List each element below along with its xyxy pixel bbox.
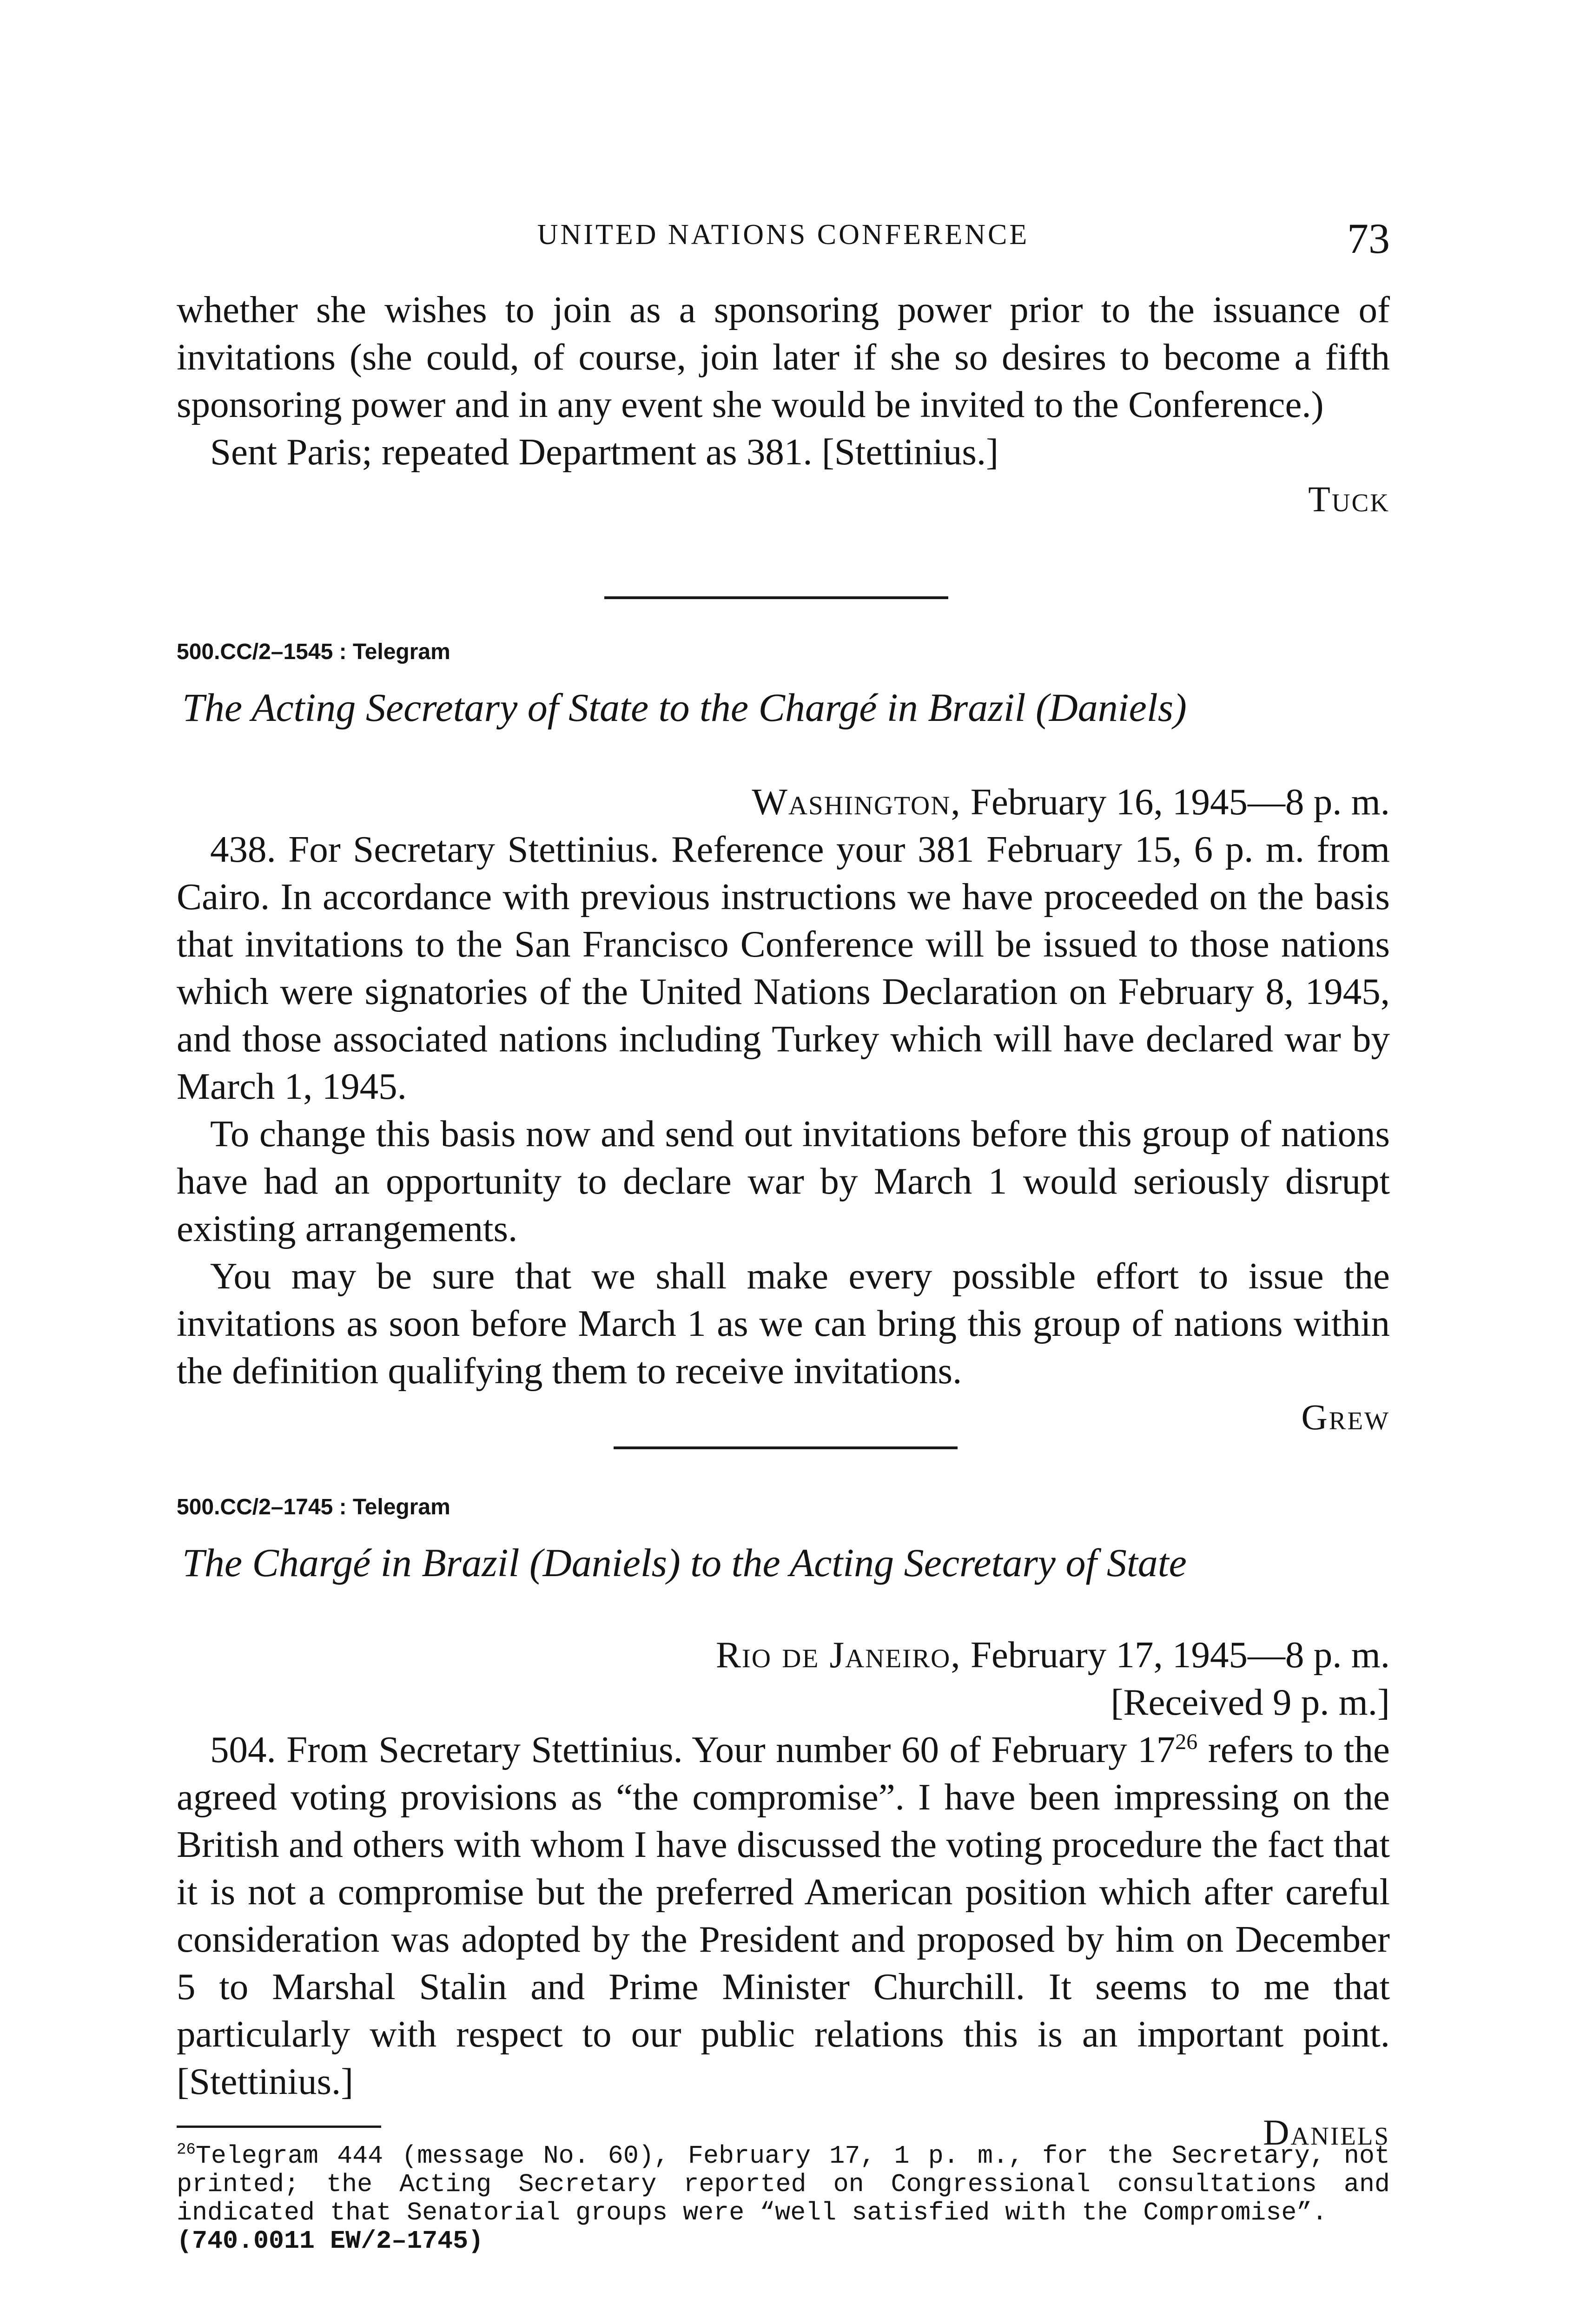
signature-tuck: Tuck — [1308, 479, 1390, 519]
section-divider — [614, 1446, 958, 1449]
dateline-date: February 17, 1945—8 p. m. — [961, 1634, 1390, 1676]
footnote-reference: (740.0011 EW/2–1745) — [177, 2226, 484, 2256]
section-divider — [604, 596, 948, 599]
document-1 — [177, 639, 1390, 1438]
sent-line: Sent Paris; repeated Department as 381. [Stettinius.] — [210, 431, 999, 473]
footnote-rule — [177, 2126, 381, 2128]
signature-daniels: Daniels — [1263, 2112, 1390, 2152]
body-paragraph: You may be sure that we shall make every possible effort to issue the invitations as soon before March 1 as we can bring this group of nations within the definition qualifying them to receive invitations. — [177, 1255, 1390, 1392]
document-2 — [177, 1494, 1390, 2153]
body-paragraph: 438. For Secretary Stettinius. Reference your 381 February 15, 6 p. m. from Cairo. In accordance with previous instructions we have proceeded on the basis that invitations to the San Francisco Conference will be issued to those nations which were signatories of the United Nations Declaration on February 8, 1945, and those associated nations including Turkey which will have declared war by March 1, 1945. — [177, 828, 1390, 1107]
document-title: The Acting Secretary of State to the Chargé in Brazil (Daniels) — [182, 685, 1187, 730]
dateline-place: Washington, — [752, 781, 961, 823]
paragraph-start: 504. From Secretary Stettinius. Your number 60 of February 17 — [210, 1729, 1176, 1770]
body-paragraph — [177, 1726, 1390, 2105]
dateline-place: Rio de Janeiro, — [715, 1634, 961, 1676]
body-paragraph: To change this basis now and send out invitations before this group of nations have had an opportunity to declare war by March 1 would seriously disrupt existing arrangements. — [177, 1113, 1390, 1249]
continuation-section — [177, 286, 1390, 520]
dateline-date: February 16, 1945—8 p. m. — [961, 781, 1390, 823]
footnote-number: 26 — [177, 2141, 196, 2159]
running-head: UNITED NATIONS CONFERENCE — [537, 219, 1030, 251]
dateline — [177, 778, 1390, 825]
footnote — [177, 2142, 1390, 2255]
page-number: 73 — [1347, 215, 1390, 262]
footnote-text: Telegram 444 (message No. 60), February 17, 1 p. m., for the Secretary, not printed; the Acting Secretary reported on Congressional consultations and indicated that Senatorial groups were “well satisfied with the Compromise”. — [177, 2141, 1390, 2227]
file-reference: 500.CC/2–1745 : Telegram — [177, 1495, 450, 1519]
page-header — [177, 214, 1390, 265]
document-title: The Chargé in Brazil (Daniels) to the Acting Secretary of State — [182, 1540, 1187, 1585]
continuation-paragraph: whether she wishes to join as a sponsoring power prior to the issuance of invitations (she could, of course, join later if she so desires to become a fifth sponsoring power and in any event she would be invited to the Conference.) — [177, 289, 1390, 425]
footnote-marker: 26 — [1175, 1730, 1198, 1754]
received-line: [Received 9 p. m.] — [1110, 1681, 1390, 1723]
file-reference: 500.CC/2–1545 : Telegram — [177, 640, 450, 664]
paragraph-rest: refers to the agreed voting provisions as “the compromise”. I have been impressing on the British and others with whom I have discussed the voting procedure the fact that it is not a compromise but the preferred American position which after careful consideration was adopted by the President and proposed by him on December 5 to Marshal Stalin and Prime Minister Churchill. It seems to me that particularly with respect to our public relations this is an important point. [Stettinius.] — [177, 1729, 1390, 2102]
dateline — [177, 1631, 1390, 1678]
signature-grew: Grew — [1301, 1397, 1390, 1437]
